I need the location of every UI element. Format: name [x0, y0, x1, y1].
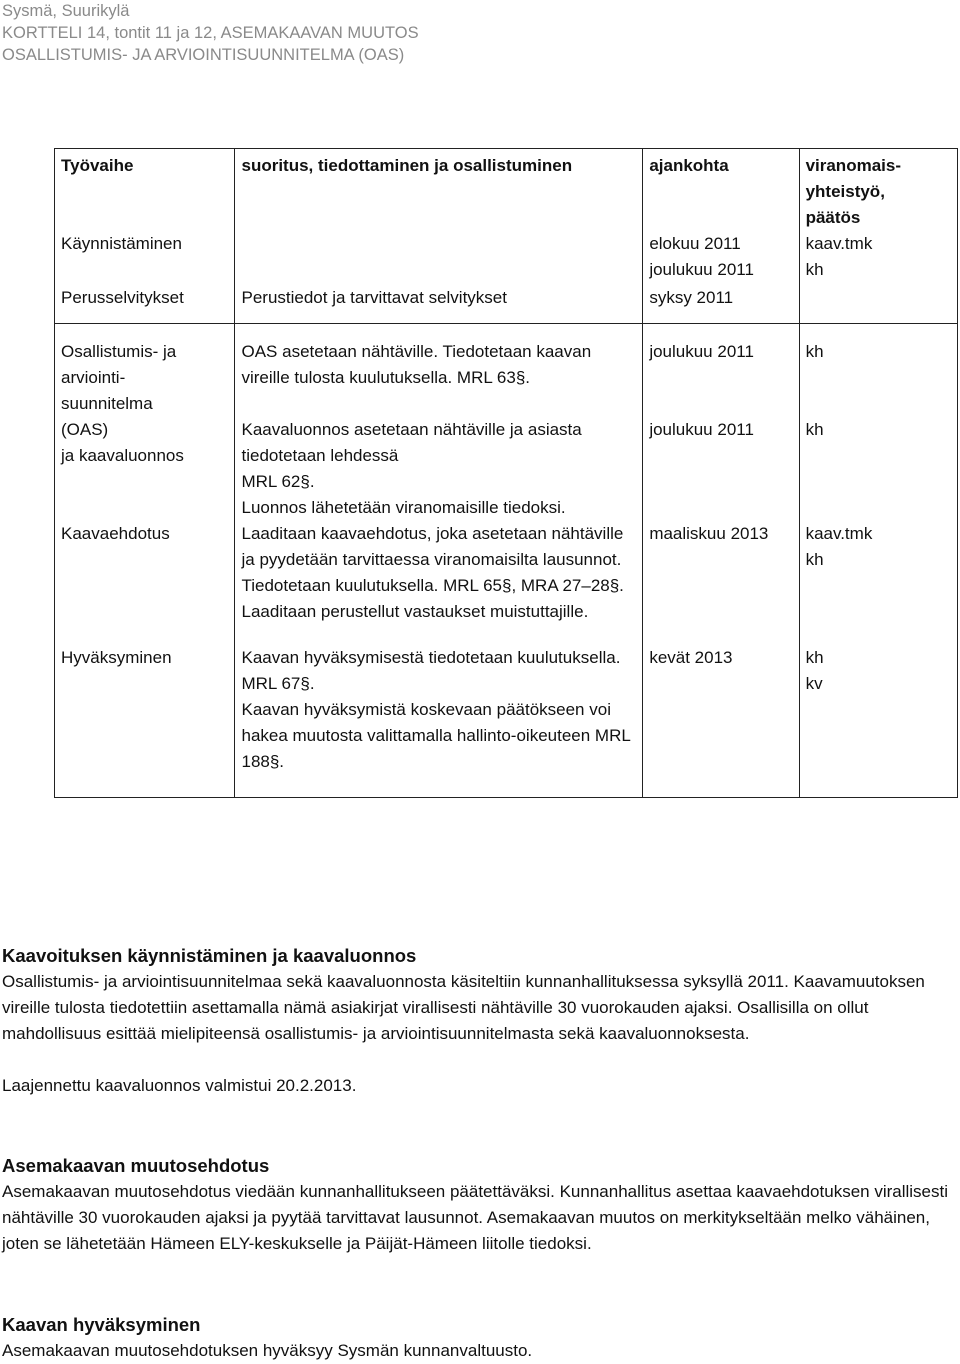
section-paragraph: Osallistumis- ja arviointisuunnitelmaa sekä kaavaluonnosta käsiteltiin kunnanhallituksessa syksyllä 2011. Kaavamuutoksen vireille tulosta tiedotettiin asettamalla nämä asiakirjat virallisesti nähtäville 30 vuorokauden ajaksi. Osallisilla on ollut mahdollisuus esittää mielipiteensä osallistumis- ja arviointisuunnitelmasta sekä kaavaluonnoksesta. — [2, 972, 925, 1043]
col-header-action: suoritus, tiedottaminen ja osallistuminen — [235, 149, 643, 232]
row-action: OAS asetetaan nähtäville. Tiedotetaan kaavan vireille tulosta kuulutuksella. MRL 63§. Kaavaluonnos asetetaan nähtäville ja asiasta tiedotetaan lehdessä MRL 62§. Luonnos lähetetään viranomaisille tiedoksi. — [235, 324, 643, 522]
table-row — [55, 521, 958, 645]
row-phase: Osallistumis- ja arviointi- suunnitelma (OAS) ja kaavaluonnos — [55, 324, 235, 522]
row-action: Perustiedot ja tarvittavat selvitykset — [235, 283, 643, 324]
row-date: maaliskuu 2013 — [643, 521, 799, 645]
section-paragraph: Asemakaavan muutosehdotuksen hyväksyy Sysmän kunnanvaltuusto. — [2, 1341, 533, 1360]
row-authority — [799, 283, 957, 324]
row-phase: Hyväksyminen — [55, 645, 235, 798]
row-authority: kaav.tmk kh — [799, 231, 957, 283]
document-header — [2, 0, 419, 66]
table-row — [55, 283, 958, 324]
row-date: joulukuu 2011 joulukuu 2011 — [643, 324, 799, 522]
row-authority: kh kh — [799, 324, 957, 522]
table-row — [55, 324, 958, 522]
col-header-date: ajankohta — [643, 149, 799, 232]
table-row — [55, 645, 958, 798]
header-doc-type: OSALLISTUMIS- JA ARVIOINTISUUNNITELMA (OAS) — [2, 46, 405, 64]
section-muutosehdotus — [2, 1153, 952, 1257]
row-phase: Kaavaehdotus — [55, 521, 235, 645]
row-phase: Perusselvitykset — [55, 283, 235, 324]
section-heading: Kaavoituksen käynnistäminen ja kaavaluonnos — [2, 945, 417, 966]
section-kaavoitus — [2, 943, 952, 1099]
schedule-table — [54, 148, 958, 798]
table-row — [55, 231, 958, 283]
row-phase: Käynnistäminen — [55, 231, 235, 283]
header-place: Sysmä, Suurikylä — [2, 2, 130, 20]
row-date: syksy 2011 — [643, 283, 799, 324]
col-header-authority: viranomais- yhteistyö, päätös — [799, 149, 957, 232]
row-action: Kaavan hyväksymisestä tiedotetaan kuulutuksella. MRL 67§. Kaavan hyväksymistä koskevaan päätökseen voi hakea muutosta valittamalla hallinto-oikeuteen MRL 188§. — [235, 645, 643, 798]
table-header-row — [55, 149, 958, 232]
section-hyvaksyminen — [2, 1312, 952, 1364]
row-authority: kaav.tmk kh — [799, 521, 957, 645]
row-action — [235, 231, 643, 283]
row-date: kevät 2013 — [643, 645, 799, 798]
header-plan-name: KORTTELI 14, tontit 11 ja 12, ASEMAKAAVAN MUUTOS — [2, 24, 419, 42]
section-paragraph: Asemakaavan muutosehdotus viedään kunnanhallitukseen päätettäväksi. Kunnanhallitus asettaa kaavaehdotuksen virallisesti nähtäville 30 vuorokauden ajaksi ja pyytää tarvittavat lausunnot. Asemakaavan muutos on merkitykseltään melko vähäinen, joten se lähetetään Hämeen ELY-keskukselle ja Päijät-Hämeen liitolle tiedoksi. — [2, 1182, 948, 1253]
row-authority: kh kv — [799, 645, 957, 798]
row-action: Laaditaan kaavaehdotus, joka asetetaan nähtäville ja pyydetään tarvittaessa viranomaisilta lausunnot. Tiedotetaan kuulutuksella. MRL 65§, MRA 27–28§. Laaditaan perustellut vastaukset muistuttajille. — [235, 521, 643, 645]
col-header-phase: Työvaihe — [55, 149, 235, 232]
section-heading: Kaavan hyväksyminen — [2, 1314, 201, 1335]
section-paragraph: Laajennettu kaavaluonnos valmistui 20.2.2013. — [2, 1076, 357, 1095]
section-heading: Asemakaavan muutosehdotus — [2, 1155, 270, 1176]
row-date: elokuu 2011 joulukuu 2011 — [643, 231, 799, 283]
